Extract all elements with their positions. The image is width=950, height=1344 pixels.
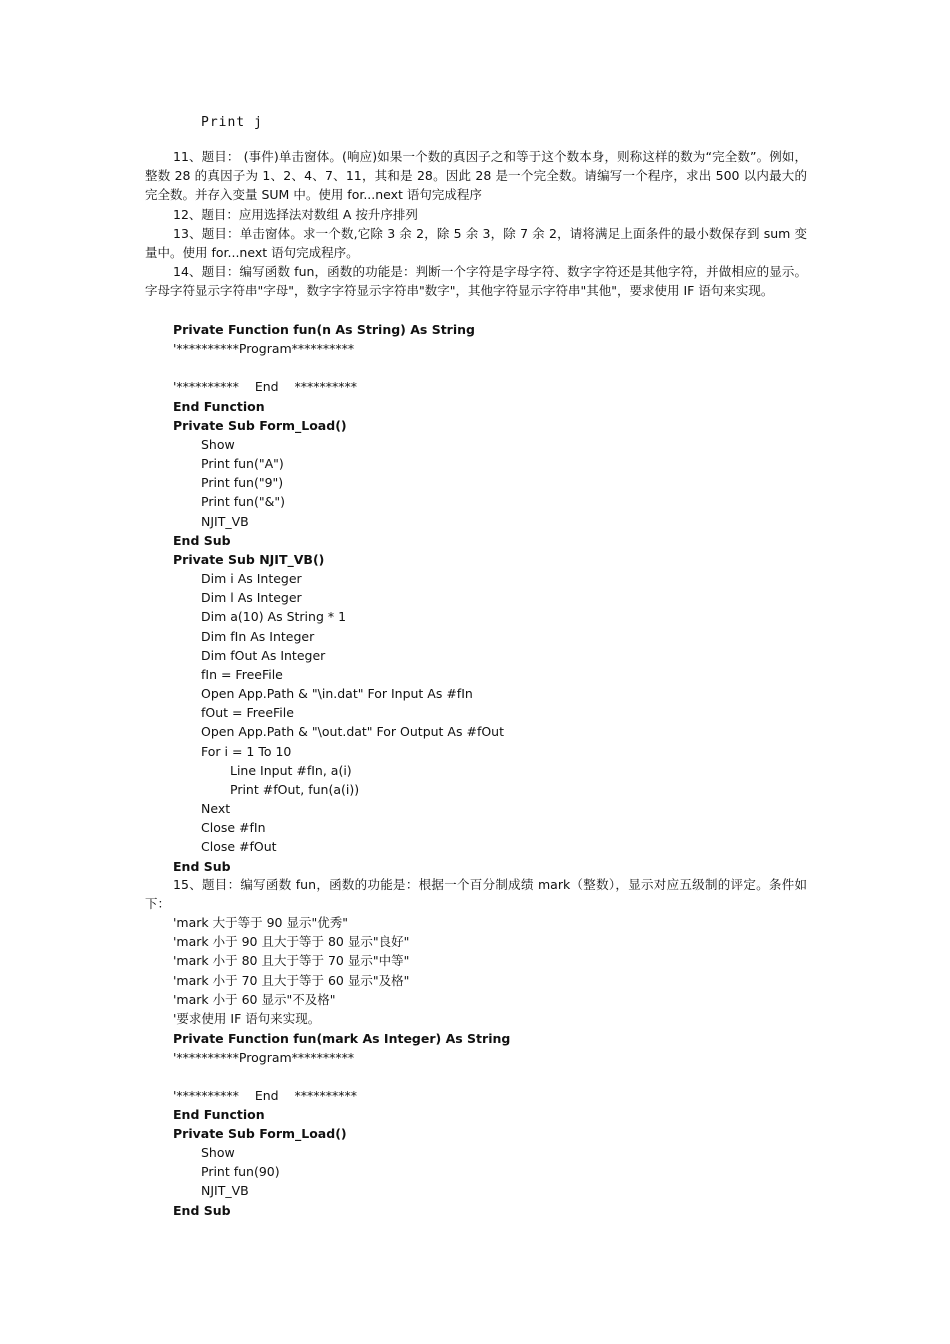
- code-line: Private Function fun(mark As Integer) As String: [173, 1031, 511, 1046]
- code-line: NJIT_VB: [201, 1183, 249, 1198]
- code-line: Private Sub NJIT_VB(): [173, 552, 325, 567]
- code-line: NJIT_VB: [201, 514, 249, 529]
- code-line: 'mark 大于等于 90 显示"优秀": [173, 915, 348, 930]
- question-14: 14、题目：编写函数 fun，函数的功能是：判断一个字符是字母字符、数字字符还是其他字符，并做相应的显示。字母字符显示字符串"字母"，数字字符显示字符串"数字"，其他字符显示字符串"其他"，要求使用 IF 语句来实现。: [145, 264, 807, 298]
- code-line: Dim fOut As Integer: [201, 648, 326, 663]
- code-line: '**********Program**********: [173, 1050, 355, 1065]
- code-line: Dim l As Integer: [201, 590, 302, 605]
- code-line: 'mark 小于 80 且大于等于 70 显示"中等": [173, 953, 410, 968]
- code-line: 'mark 小于 90 且大于等于 80 显示"良好": [173, 934, 410, 949]
- question-12: 12、题目：应用选择法对数组 A 按升序排列: [173, 207, 418, 222]
- code-line: End Sub: [173, 859, 231, 874]
- code-line: Line Input #fIn, a(i): [230, 763, 352, 778]
- code-line: Close #fOut: [201, 839, 277, 854]
- code-line: Print #fOut, fun(a(i)): [230, 782, 360, 797]
- code-line: Print fun("A"): [201, 456, 284, 471]
- code-line: 'mark 小于 60 显示"不及格": [173, 992, 336, 1007]
- code-line: Open App.Path & "\out.dat" For Output As #fOut: [201, 724, 505, 739]
- code-line: Dim i As Integer: [201, 571, 302, 586]
- question-15: 15、题目：编写函数 fun，函数的功能是：根据一个百分制成绩 mark（整数），显示对应五级制的评定。条件如下：: [145, 877, 807, 911]
- code-line: 'mark 小于 70 且大于等于 60 显示"及格": [173, 973, 410, 988]
- code-line: '**********Program**********: [173, 341, 355, 356]
- question-11: 11、题目： (事件)单击窗体。(响应)如果一个数的真因子之和等于这个数本身，则称这样的数为“完全数”。例如，整数 28 的真因子为 1、2、4、7、11，其和是 28。因此 28 是一个完全数。请编写一个程序，求出 500 以内最大的完全数。并存入变量 SUM 中。使用 for...next 语句完成程序: [145, 149, 807, 202]
- code-line: Private Function fun(n As String) As String: [173, 322, 475, 337]
- code-line: Next: [201, 801, 231, 816]
- code-line: Print fun(90): [201, 1164, 280, 1179]
- code-line: Print fun("9"): [201, 475, 284, 490]
- code-line: End Function: [173, 1107, 265, 1122]
- code-print-j: Print j: [201, 115, 263, 130]
- code-line: Close #fIn: [201, 820, 266, 835]
- code-line: Print fun("&"): [201, 494, 285, 509]
- code-line: Private Sub Form_Load(): [173, 1126, 347, 1141]
- code-line: Open App.Path & "\in.dat" For Input As #fIn: [201, 686, 473, 701]
- code-line: '********** End **********: [173, 1088, 357, 1103]
- code-line: '********** End **********: [173, 379, 357, 394]
- code-line: '要求使用 IF 语句来实现。: [173, 1011, 321, 1026]
- code-line: fIn = FreeFile: [201, 667, 283, 682]
- code-line: fOut = FreeFile: [201, 705, 294, 720]
- code-line: Dim fIn As Integer: [201, 629, 315, 644]
- code-line: Private Sub Form_Load(): [173, 418, 347, 433]
- code-line: Dim a(10) As String * 1: [201, 609, 347, 624]
- code-line: Show: [201, 1145, 235, 1160]
- code-line: End Function: [173, 399, 265, 414]
- code-line: End Sub: [173, 533, 231, 548]
- code-line: Show: [201, 437, 235, 452]
- code-line: End Sub: [173, 1203, 231, 1218]
- question-13: 13、题目：单击窗体。求一个数,它除 3 余 2，除 5 余 3，除 7 余 2，请将满足上面条件的最小数保存到 sum 变量中。使用 for...next 语句完成程序。: [145, 226, 807, 260]
- code-line: For i = 1 To 10: [201, 744, 292, 759]
